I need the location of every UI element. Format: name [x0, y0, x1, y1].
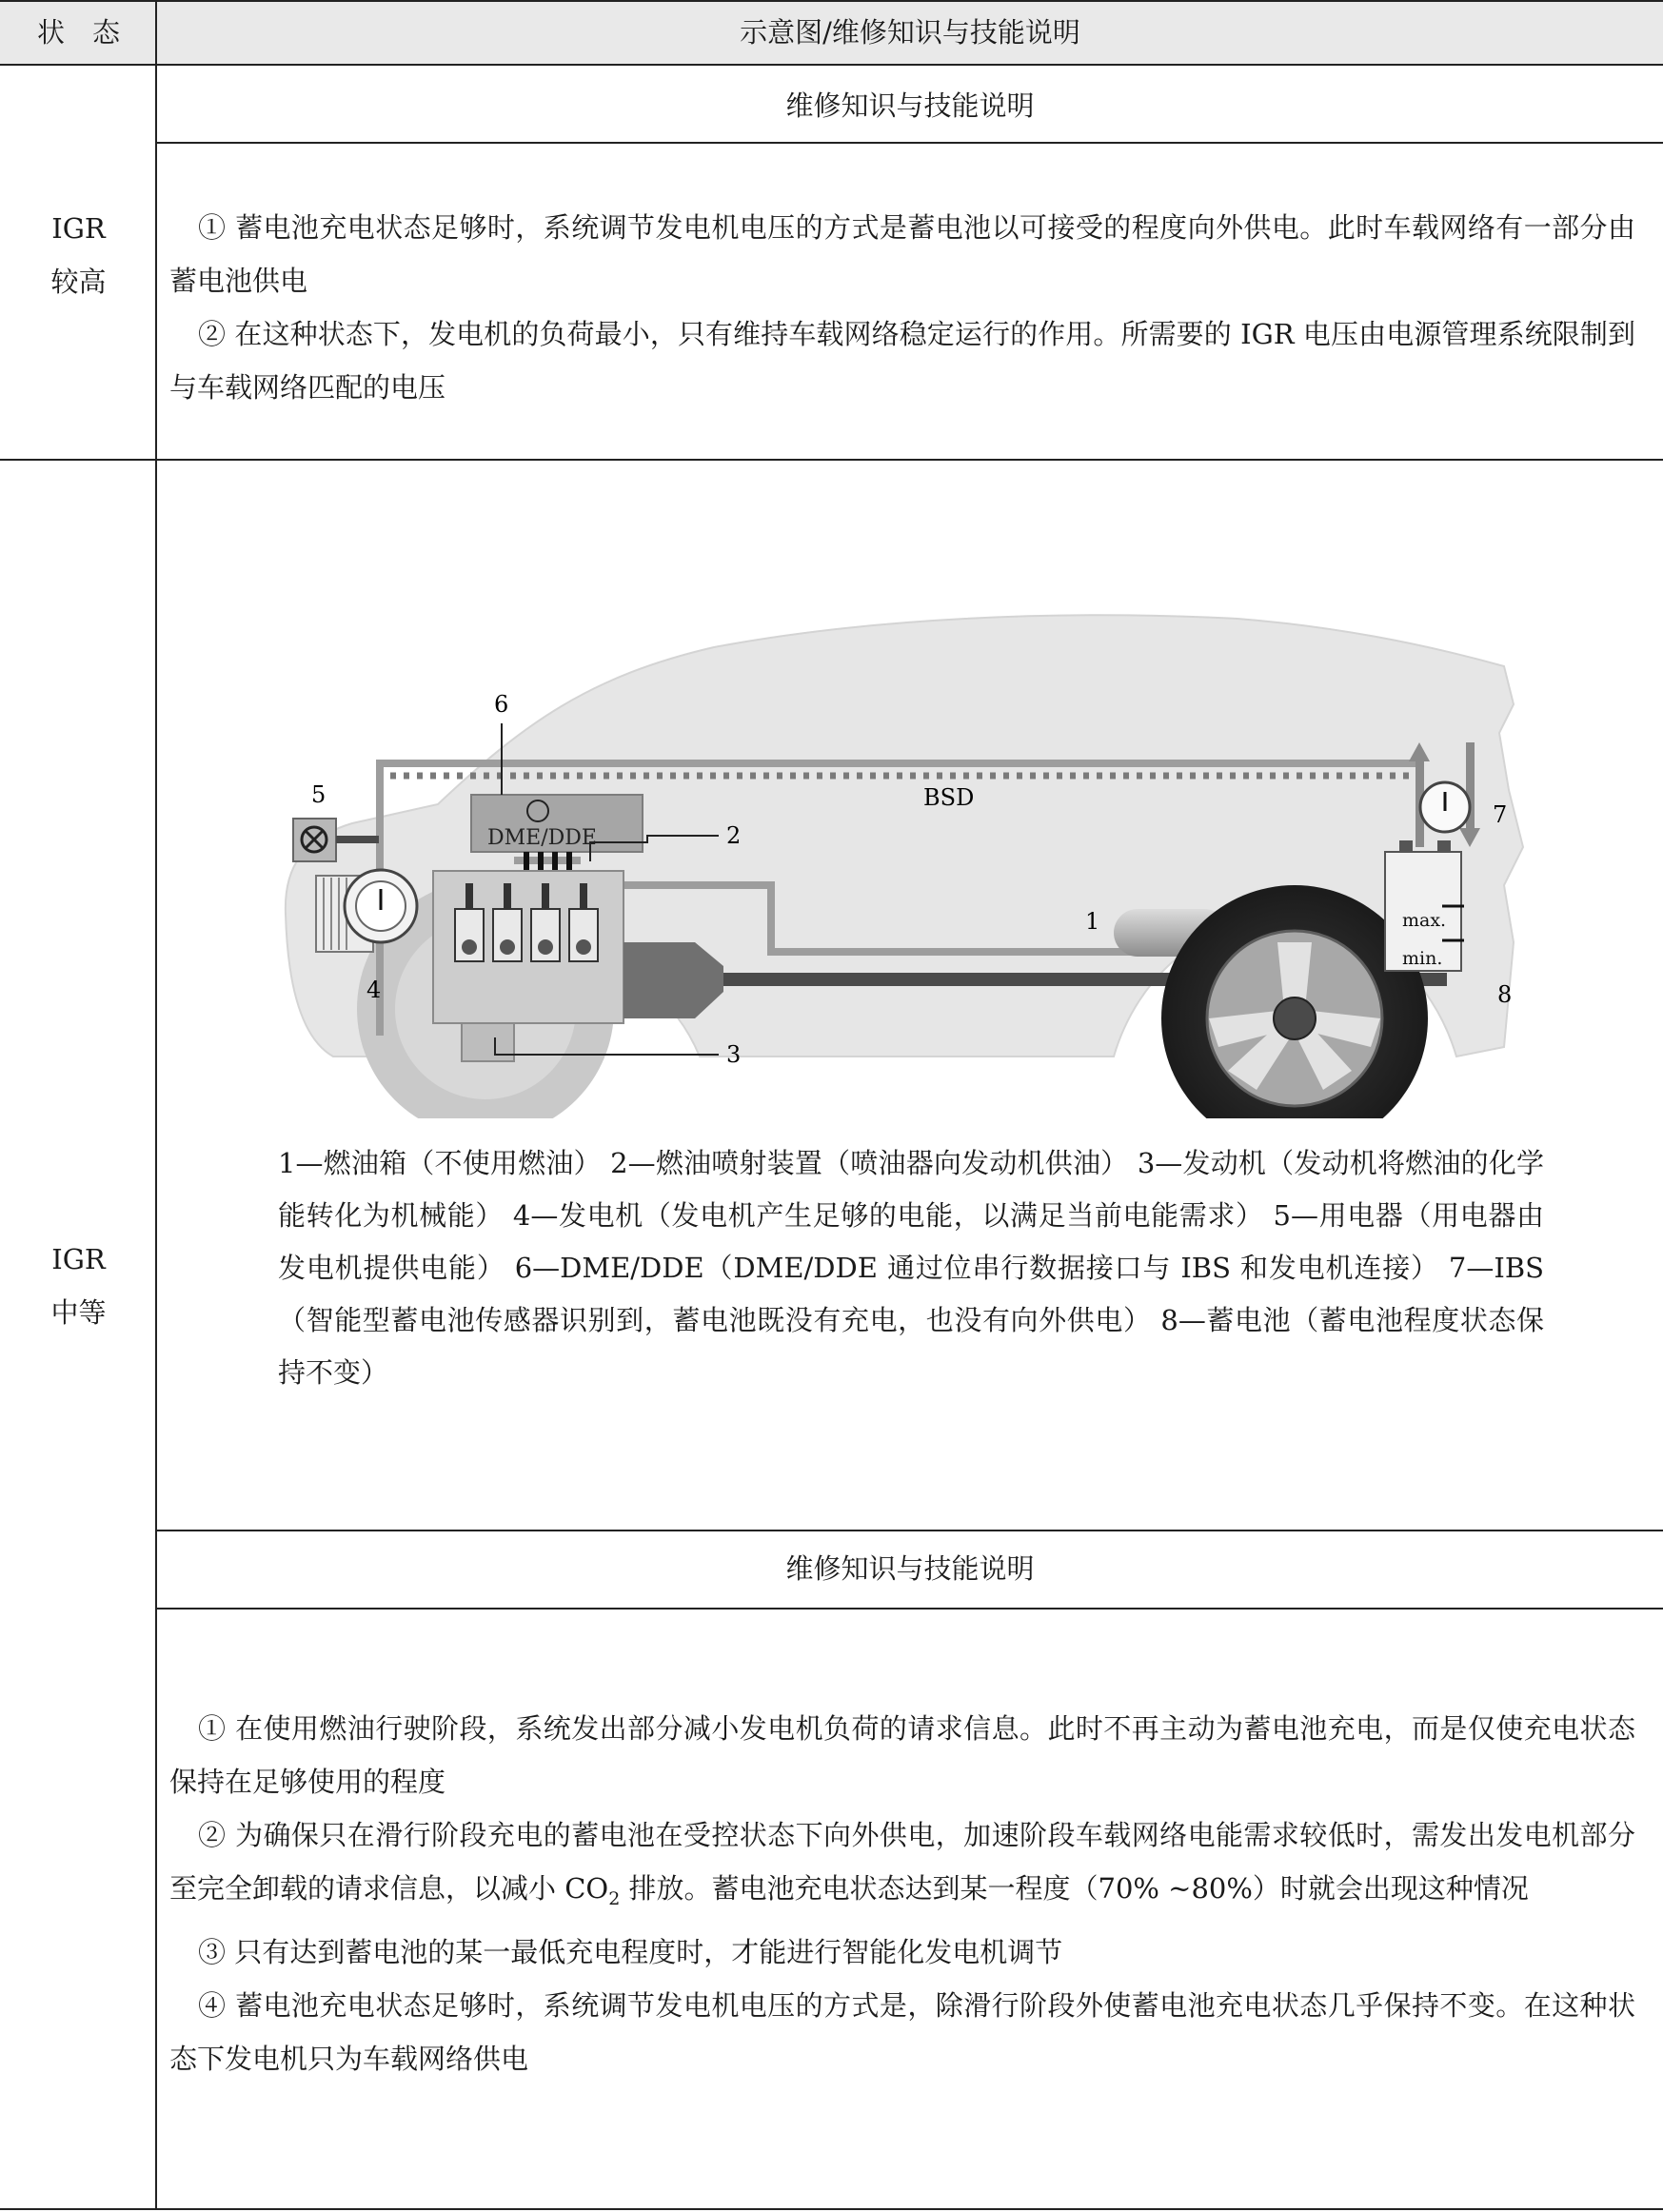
callout-5: 5 [311, 781, 327, 808]
dme-dde-label: DME/DDE [487, 826, 597, 850]
explanation-text [169, 1702, 1635, 2085]
callout-7: 7 [1493, 801, 1508, 828]
table-top-border [0, 0, 1663, 2]
explanation-paragraph: ① 在使用燃油行驶阶段，系统发出部分减小发电机负荷的请求信息。此时不再主动为蓄电池充电，而是仅使充电状态保持在足够使用的程度 [169, 1712, 1635, 1798]
callout-1: 1 [1085, 908, 1100, 935]
subheader-bottom-border [157, 142, 1663, 144]
co2-sentence-part: 排放。蓄电池充电状态达到某一程度（70% ~80%）时就会出现这种情况 [620, 1872, 1529, 1905]
callout-6: 6 [494, 691, 509, 718]
subheader-top-border [157, 1530, 1663, 1531]
max-label: max. [1402, 910, 1447, 931]
column-divider [155, 0, 157, 2210]
wire [336, 836, 379, 843]
bsd-label: BSD [923, 784, 975, 811]
state-line-1: IGR [51, 212, 106, 245]
bsd-line [376, 760, 1418, 767]
explanation-paragraph: ④ 蓄电池充电状态足够时，系统调节发电机电压的方式是，除滑行阶段外使蓄电池充电状态几乎保持不变。在这种状态下发电机只为车载网络供电 [169, 1988, 1635, 2075]
state-line-1: IGR [51, 1243, 106, 1275]
explanation-paragraph [169, 1808, 1635, 1926]
header-content: 示意图/维修知识与技能说明 [740, 16, 1080, 49]
section-subheader: 维修知识与技能说明 [785, 89, 1035, 122]
explanation-paragraph: ② 在这种状态下，发电机的负荷最小，只有维持车载网络稳定运行的作用。所需要的 IGR 电压由电源管理系统限制到与车载网络匹配的电压 [169, 318, 1635, 404]
min-label: min. [1402, 948, 1443, 969]
explanation-paragraph: ① 蓄电池充电状态足够时，系统调节发电机电压的方式是蓄电池以可接受的程度向外供电。此时车载网络有一部分由蓄电池供电 [169, 211, 1635, 297]
row-divider [0, 459, 1663, 461]
header-bottom-border [0, 64, 1663, 66]
callout-2: 2 [726, 822, 742, 849]
battery-terminal [1437, 840, 1451, 852]
state-label [0, 1233, 157, 1339]
battery-terminal [1399, 840, 1413, 852]
diagram-legend: 1—燃油箱（不使用燃油） 2—燃油喷射装置（喷油器向发动机供油） 3—发动机（发动机将燃油的化学能转化为机械能） 4—发电机（发电机产生足够的电能，以满足当前电能需求） 5—用电器（用电器由发电机提供电能） 6—DME/DDE（DME/DDE 通过位串行数据接口与 IBS 和发电机连接） 7—IBS（智能型蓄电池传感器识别到，蓄电池既没有充电，也没有向外供电） 8—蓄电池（蓄电池程度状态保持不变） [278, 1147, 1544, 1389]
table-bottom-border [0, 2208, 1663, 2210]
state-line-2: 中等 [50, 1296, 107, 1329]
co2-subscript: 2 [608, 1887, 621, 1909]
callout-8: 8 [1497, 981, 1513, 1008]
state-line-2: 较高 [50, 266, 107, 298]
wheel-hub [1274, 997, 1316, 1039]
co2-sentence-part: ② 为确保只在滑行阶段充电的蓄电池在受控状态下向外供电，加速阶段车载网络电能需求较低时，需发出发电机部分至完全卸载的请求信息，以减小 CO [169, 1819, 1635, 1905]
vehicle-energy-diagram [276, 600, 1552, 1118]
state-label [0, 202, 157, 308]
callout-4: 4 [366, 977, 382, 1003]
explanation-paragraph: ③ 只有达到蓄电池的某一最低充电程度时，才能进行智能化发电机调节 [198, 1935, 1063, 1968]
section-subheader: 维修知识与技能说明 [785, 1552, 1035, 1585]
subheader-bottom-border [157, 1608, 1663, 1610]
explanation-text [169, 201, 1635, 414]
callout-3: 3 [726, 1041, 742, 1068]
header-state: 状 态 [36, 16, 120, 49]
